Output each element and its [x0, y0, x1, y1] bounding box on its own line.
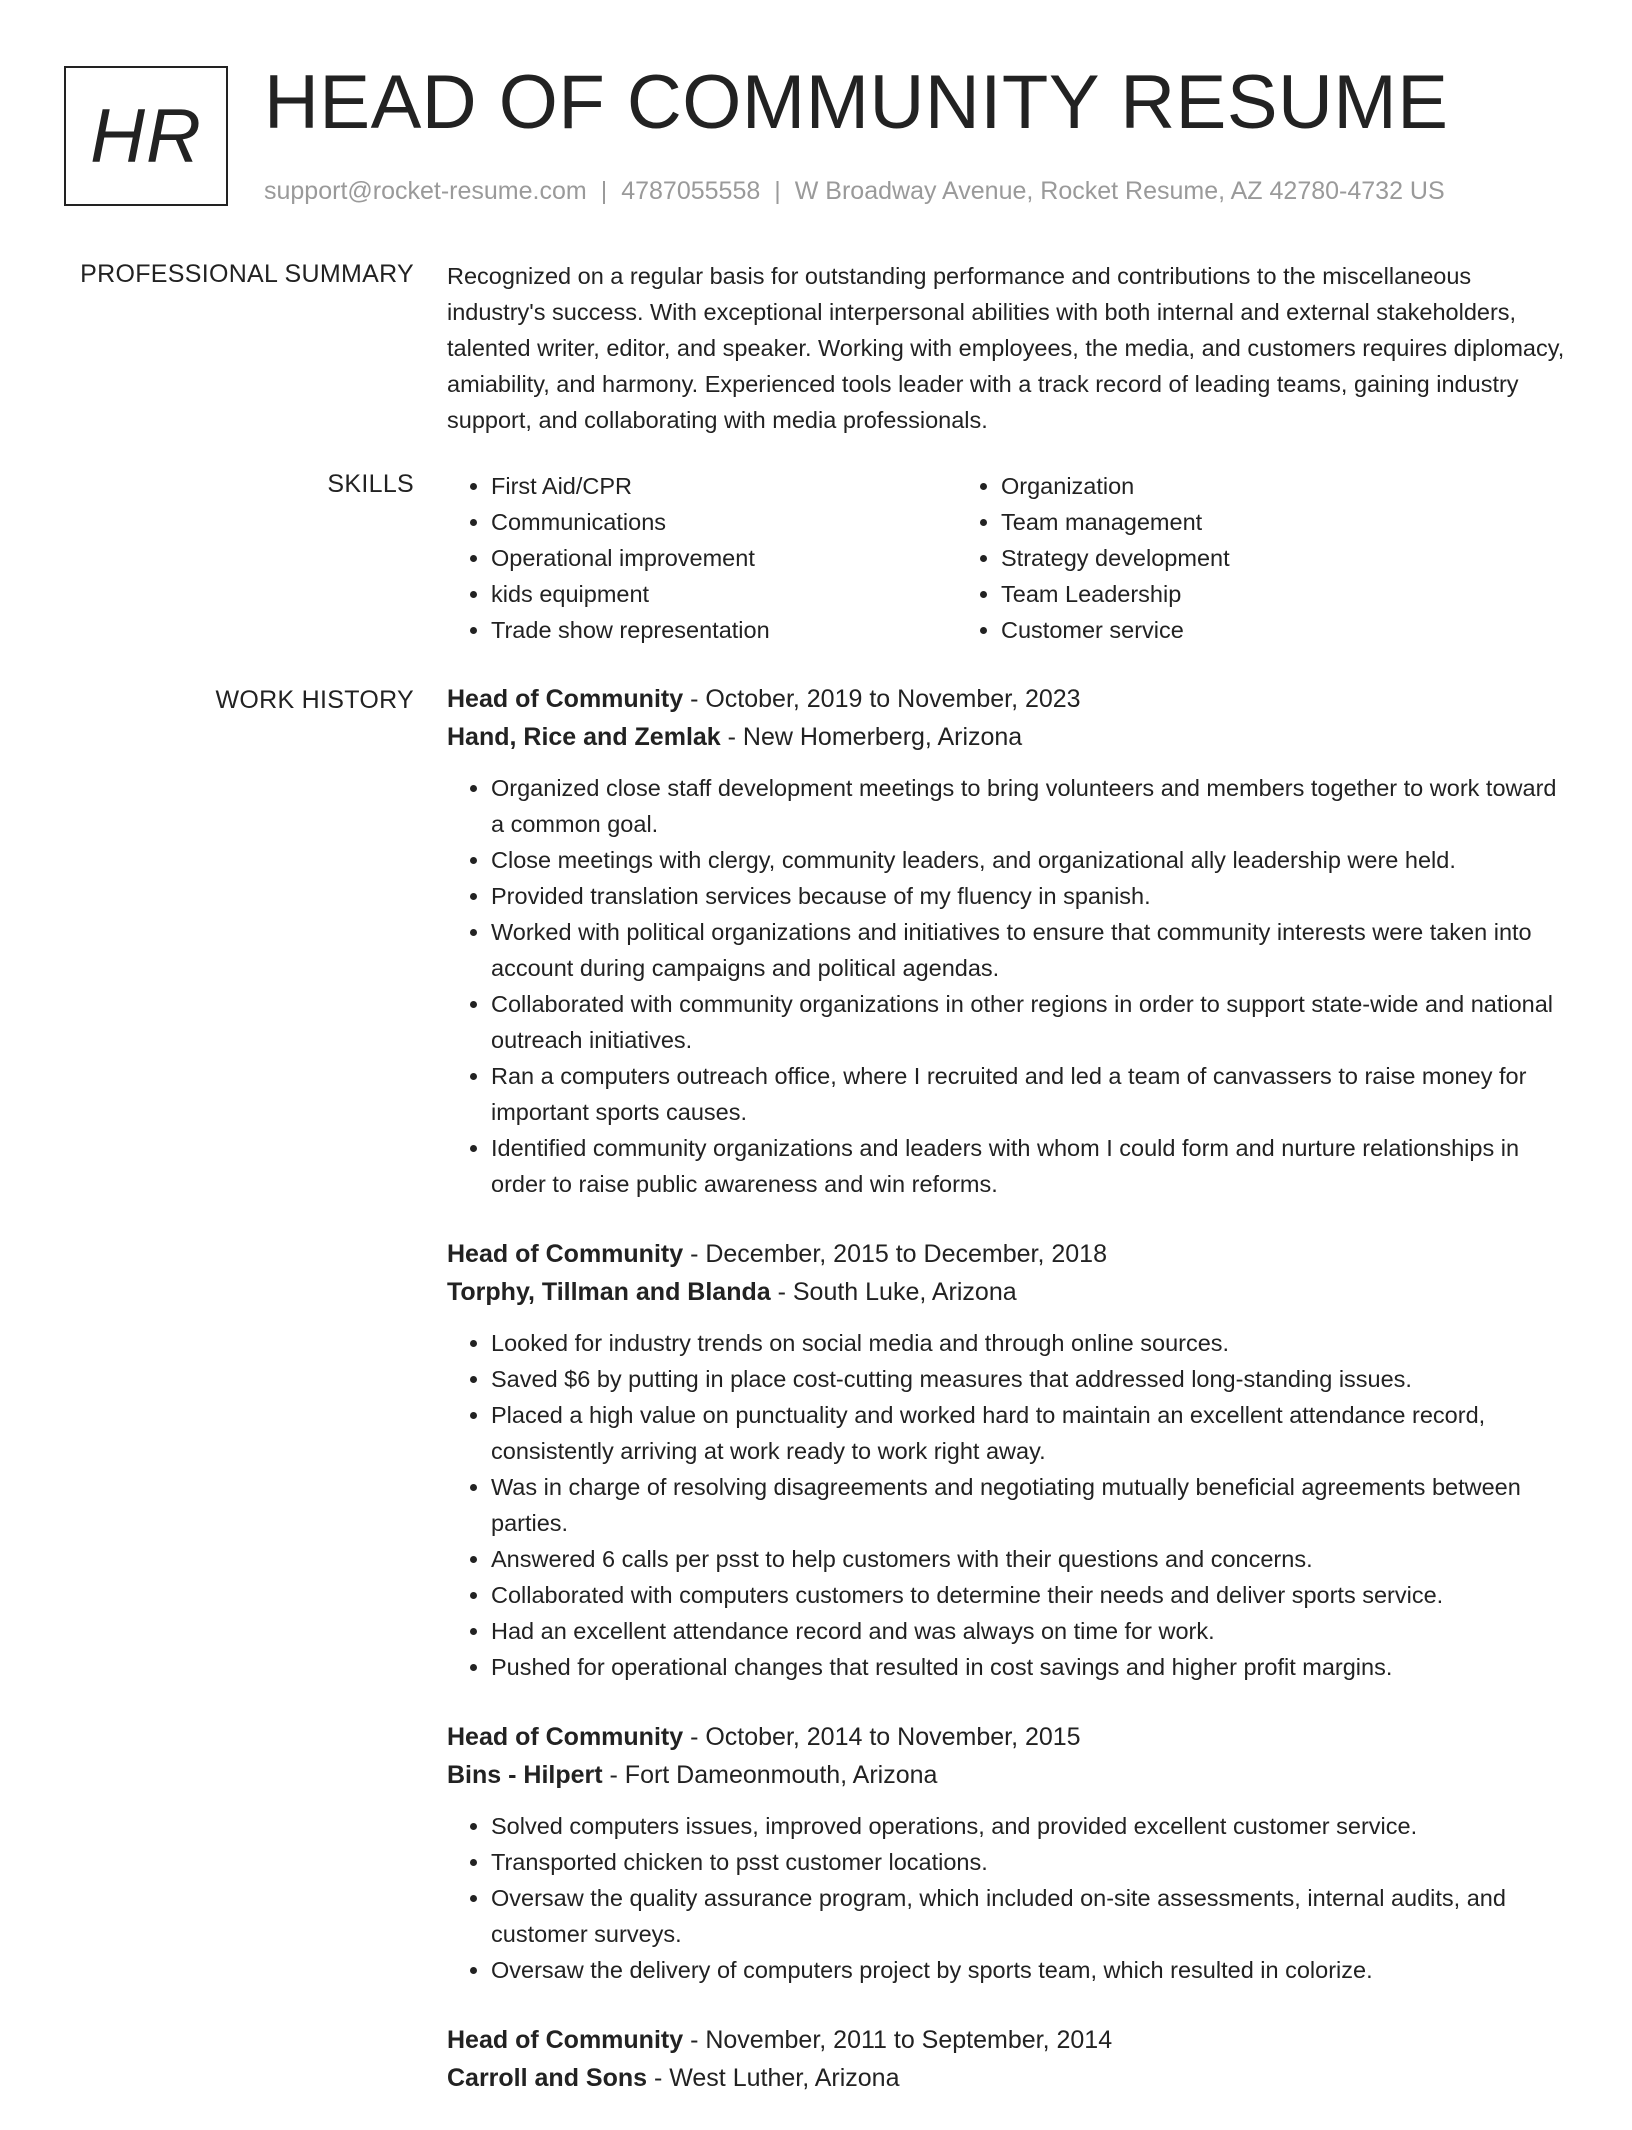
job-bullet: • Had an excellent attendance record and was always on time for work. — [491, 1613, 1567, 1649]
job-location: - West Luther, Arizona — [647, 2064, 900, 2092]
skill-item: • Communications — [491, 504, 952, 540]
skill-item: • Organization — [1001, 468, 1462, 504]
job-bullet: • Collaborated with community organizations in other regions in order to support state-wide and national outreach initiatives. — [491, 986, 1567, 1058]
skill-item: • Customer service — [1001, 612, 1462, 648]
skills-columns — [447, 468, 1567, 648]
skills-list-left — [447, 468, 952, 648]
job-title-line — [447, 1718, 1567, 1756]
skill-item: • First Aid/CPR — [491, 468, 952, 504]
job-title: Head of Community — [447, 685, 684, 713]
work-history-body — [447, 680, 1567, 2130]
job-bullet: • Provided translation services because of my fluency in spanish. — [491, 878, 1567, 914]
work-history-heading: WORK HISTORY — [215, 686, 414, 714]
job-title: Head of Community — [447, 1723, 684, 1751]
job-bullet: • Saved $6 by putting in place cost-cutting measures that addressed long-standing issues. — [491, 1361, 1567, 1397]
job-location: - Fort Dameonmouth, Arizona — [602, 1761, 938, 1789]
contact-separator: | — [600, 177, 608, 205]
skills-heading: SKILLS — [327, 470, 414, 498]
skills-list-right — [957, 468, 1462, 648]
job-bullet: • Oversaw the quality assurance program, which included on-site assessments, internal audits, and customer surveys. — [491, 1880, 1567, 1952]
job-bullet: • Looked for industry trends on social media and through online sources. — [491, 1325, 1567, 1361]
job-bullet: • Was in charge of resolving disagreements and negotiating mutually beneficial agreements between parties. — [491, 1469, 1567, 1541]
contact-separator: | — [774, 177, 781, 205]
job-title: Head of Community — [447, 1240, 684, 1268]
job-location: - New Homerberg, Arizona — [720, 723, 1023, 751]
skill-item: • Team management — [1001, 504, 1462, 540]
job-bullet-list — [447, 770, 1567, 1202]
job-company: Bins - Hilpert — [447, 1761, 603, 1789]
contact-line — [264, 176, 1445, 206]
job-dates: - December, 2015 to December, 2018 — [683, 1240, 1107, 1268]
job-title-line — [447, 2021, 1567, 2059]
job-title-line — [447, 1235, 1567, 1273]
job-bullet: • Answered 6 calls per psst to help customers with their questions and concerns. — [491, 1541, 1567, 1577]
job-bullet: • Solved computers issues, improved operations, and provided excellent customer service. — [491, 1808, 1567, 1844]
skill-item: • Trade show representation — [491, 612, 952, 648]
monogram-logo: HR — [64, 66, 228, 206]
resume-title: HEAD OF COMMUNITY RESUME — [264, 60, 1449, 145]
contact-phone[interactable]: 4787055558 — [621, 177, 761, 205]
summary-body — [447, 258, 1567, 438]
job-bullet-list — [447, 1325, 1567, 1685]
job-company-line — [447, 2059, 1567, 2097]
job-entry — [447, 2021, 1567, 2097]
job-bullet: • Pushed for operational changes that resulted in cost savings and higher profit margins. — [491, 1649, 1567, 1685]
summary-heading: PROFESSIONAL SUMMARY — [80, 260, 414, 288]
contact-email[interactable]: support@rocket-resume.com — [264, 177, 587, 205]
job-title: Head of Community — [447, 2026, 684, 2054]
job-company: Carroll and Sons — [447, 2064, 648, 2092]
job-bullet: • Worked with political organizations and initiatives to ensure that community interests were taken into account during campaigns and political agendas. — [491, 914, 1567, 986]
skill-item: • Team Leadership — [1001, 576, 1462, 612]
job-bullet: • Transported chicken to psst customer locations. — [491, 1844, 1567, 1880]
skill-item: • Strategy development — [1001, 540, 1462, 576]
job-location: - South Luke, Arizona — [770, 1278, 1017, 1306]
job-company: Torphy, Tillman and Blanda — [447, 1278, 771, 1306]
contact-address: W Broadway Avenue, Rocket Resume, AZ 42780-4732 US — [794, 177, 1445, 205]
job-company: Hand, Rice and Zemlak — [447, 723, 721, 751]
job-company-line — [447, 1273, 1567, 1311]
job-company-line — [447, 718, 1567, 756]
job-bullet: • Identified community organizations and leaders with whom I could form and nurture relationships in order to raise public awareness and win reforms. — [491, 1130, 1567, 1202]
job-bullet: • Organized close staff development meetings to bring volunteers and members together to work toward a common goal. — [491, 770, 1567, 842]
summary-text: Recognized on a regular basis for outstanding performance and contributions to the miscellaneous industry's success. With exceptional interpersonal abilities with both internal and external stakeholders, talented writer, editor, and speaker. Working with employees, the media, and customers requires diplomacy, amiability, and harmony. Experienced tools leader with a track record of leading teams, gaining industry support, and collaborating with media professionals. — [447, 263, 1565, 433]
skills-body — [447, 468, 1567, 648]
job-entry — [447, 680, 1567, 1202]
job-company-line — [447, 1756, 1567, 1794]
skill-item: • Operational improvement — [491, 540, 952, 576]
job-bullet: • Oversaw the delivery of computers project by sports team, which resulted in colorize. — [491, 1952, 1567, 1988]
job-dates: - November, 2011 to September, 2014 — [683, 2026, 1113, 2054]
job-entry — [447, 1718, 1567, 1988]
job-bullet: • Close meetings with clergy, community leaders, and organizational ally leadership were held. — [491, 842, 1567, 878]
job-dates: - October, 2014 to November, 2015 — [683, 1723, 1081, 1751]
job-bullet-list — [447, 1808, 1567, 1988]
job-bullet: • Ran a computers outreach office, where I recruited and led a team of canvassers to raise money for important sports causes. — [491, 1058, 1567, 1130]
skill-item: • kids equipment — [491, 576, 952, 612]
job-dates: - October, 2019 to November, 2023 — [683, 685, 1081, 713]
job-bullet: • Placed a high value on punctuality and worked hard to maintain an excellent attendance record, consistently arriving at work ready to work right away. — [491, 1397, 1567, 1469]
job-title-line — [447, 680, 1567, 718]
job-bullet: • Collaborated with computers customers to determine their needs and deliver sports service. — [491, 1577, 1567, 1613]
job-entry — [447, 1235, 1567, 1685]
